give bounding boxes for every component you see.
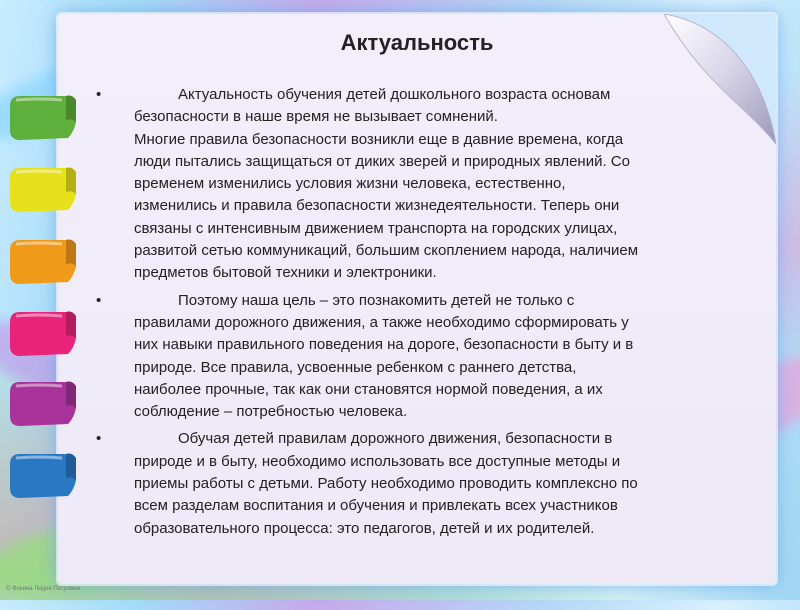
line-text: всем разделам воспитания и обучения и привлекать всех участников xyxy=(134,497,618,515)
line-text: Поэтому наша цель – это познакомить детей не только с xyxy=(178,291,575,309)
bullet-icon: • xyxy=(96,86,102,103)
line-text: природе и в быту, необходимо использовать все доступные методы и xyxy=(134,452,621,470)
line-text: образовательного процесса: это педагогов, детей и их родителей. xyxy=(134,519,595,537)
text-line xyxy=(134,357,746,379)
text-line xyxy=(134,334,746,356)
text-line xyxy=(134,495,746,517)
line-text: них навыки правильного поведения на дороге, безопасности в быту и в xyxy=(134,336,634,354)
line-text: безопасности в наше время не вызывает сомнений. xyxy=(134,108,498,126)
text-line xyxy=(134,401,746,423)
text-line xyxy=(134,473,746,495)
text-line xyxy=(134,151,746,173)
sticky-tab-icon xyxy=(10,450,76,500)
line-text: соблюдение – потребностью человека. xyxy=(134,403,408,421)
bullet-paragraph xyxy=(96,290,746,424)
text-line xyxy=(134,218,746,240)
sticky-tab-icon xyxy=(10,378,76,428)
text-line xyxy=(134,129,746,151)
bullet-paragraph xyxy=(96,84,746,285)
line-text: связаны с интенсивным движением транспорта на городских улицах, xyxy=(134,219,618,237)
slide-body xyxy=(96,84,746,545)
text-line xyxy=(134,312,746,334)
text-line xyxy=(134,451,746,473)
line-text: предметов бытовой техники и электроники. xyxy=(134,264,437,282)
text-line xyxy=(134,518,746,540)
text-line xyxy=(134,173,746,195)
text-line xyxy=(134,428,746,450)
bullet-icon: • xyxy=(96,291,102,309)
text-line xyxy=(134,262,746,284)
line-text: развитой сетью коммуникаций, большим скоплением народа, наличием xyxy=(134,242,639,260)
text-line xyxy=(134,379,746,401)
line-text: временем изменились условия жизни человека, естественно, xyxy=(134,175,566,193)
bullet-paragraph xyxy=(96,428,746,539)
sticky-tab-icon xyxy=(10,164,76,214)
bullet-icon: • xyxy=(96,430,102,448)
line-text: изменились и правила безопасности жизнедеятельности. Теперь они xyxy=(134,197,620,215)
text-line xyxy=(134,240,746,262)
text-line xyxy=(134,106,746,128)
footer-credit: © Фокина Лидия Петровна xyxy=(6,586,81,592)
line-text: Многие правила безопасности возникли еще в давние времена, когда xyxy=(134,130,624,148)
text-line xyxy=(134,290,746,312)
line-text: приемы работы с детьми. Работу необходимо проводить комплексно по xyxy=(134,475,638,493)
sticky-tab-icon xyxy=(10,308,76,358)
sticky-tab-icon xyxy=(10,236,76,286)
line-text: наиболее прочные, так как они становятся нормой поведения, а их xyxy=(134,380,603,398)
line-text: Обучая детей правилам дорожного движения, безопасности в xyxy=(178,430,613,448)
sticky-tab-icon xyxy=(10,92,76,142)
line-text: правилами дорожного движения, а также необходимо сформировать у xyxy=(134,313,629,331)
line-text: природе. Все правила, усвоенные ребенком с раннего детства, xyxy=(134,358,577,376)
text-line xyxy=(134,195,746,217)
text-line xyxy=(134,84,746,106)
slide-title: Актуальность xyxy=(340,30,494,55)
line-text: люди пытались защищаться от диких зверей и природных явлений. Со xyxy=(134,152,630,170)
line-text: Актуальность обучения детей дошкольного возраста основам xyxy=(178,86,611,103)
